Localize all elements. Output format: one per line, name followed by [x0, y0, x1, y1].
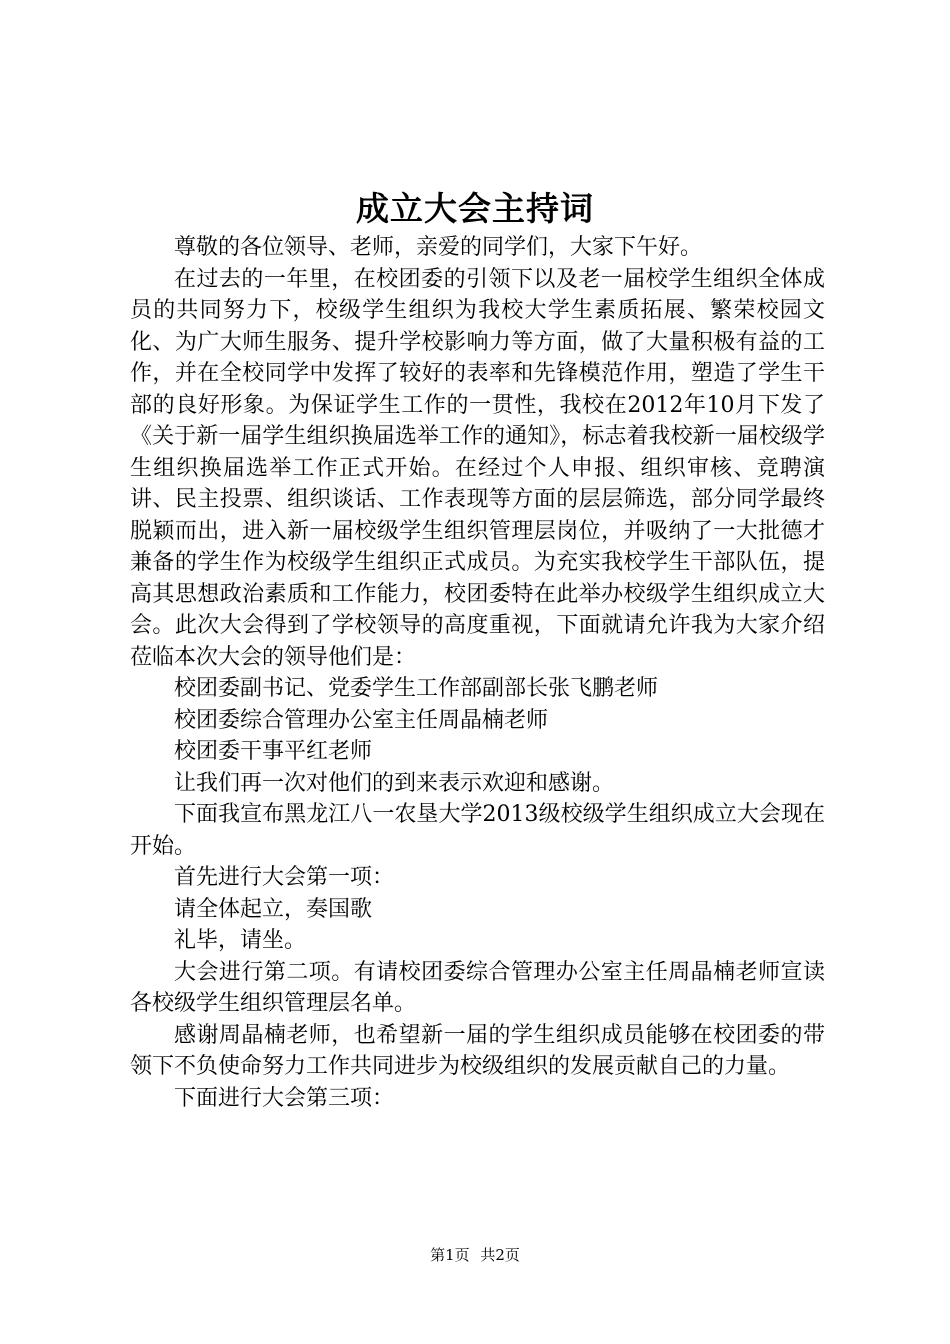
paragraph-item-2: 大会进行第二项。有请校团委综合管理办公室主任周晶楠老师宣读各校级学生组织管理层名单。	[130, 959, 825, 1016]
paragraph-item-3: 下面进行大会第三项：	[174, 1085, 395, 1111]
paragraph-anthem: 请全体起立，奏国歌	[174, 896, 373, 922]
paragraph-introduction: 在过去的一年里，在校团委的引领下以及老一届校学生组织全体成员的共同努力下，校级学生组织为我校大学生素质拓展、繁荣校园文化、为广大师生服务、提升学校影响力等方面，做了大量积极有益的工作，并在全校同学中发挥了较好的表率和先锋模范作用，塑造了学生干部的良好形象。为保证学生工作的一贯性，我校在2012年10月下发了《关于新一届学生组织换届选举工作的通知》，标志着我校新一届校级学生组织换届选举工作正式开始。在经过个人申报、组织审核、竞聘演讲、民主投票、组织谈话、工作表现等方面的层层筛选，部分同学最终脱颖而出，进入新一届校级学生组织管理层岗位，并吸纳了一大批德才兼备的学生作为校级学生组织正式成员。为充实我校学生干部队伍，提高其思想政治素质和工作能力，校团委特在此举办校级学生组织成立大会。此次大会得到了学校领导的高度重视，下面就请允许我为大家介绍莅临本次大会的领导他们是：	[130, 266, 825, 670]
paragraph-welcome: 让我们再一次对他们的到来表示欢迎和感谢。	[174, 770, 615, 796]
paragraph-leader-2: 校团委综合管理办公室主任周晶楠老师	[174, 707, 549, 733]
page-title: 成立大会主持词	[356, 189, 594, 228]
paragraph-sit: 礼毕，请坐。	[174, 928, 307, 953]
document-body	[130, 232, 825, 1114]
paragraph-thanks: 感谢周晶楠老师，也希望新一届的学生组织成员能够在校团委的带领下不负使命努力工作共同进步为校级组织的发展贡献自己的力量。	[130, 1022, 825, 1079]
page-total: 共2页	[480, 1246, 520, 1264]
paragraph-leader-3: 校团委干事平红老师	[174, 739, 373, 764]
paragraph-item-1: 首先进行大会第一项：	[174, 865, 395, 890]
paragraph-greeting: 尊敬的各位领导、老师，亲爱的同学们，大家下午好。	[174, 235, 703, 260]
page-footer	[0, 1245, 950, 1265]
paragraph-announce: 下面我宣布黑龙江八一农垦大学2013级校级学生组织成立大会现在开始。	[130, 802, 825, 859]
paragraph-leader-1: 校团委副书记、党委学生工作部副部长张飞鹏老师	[174, 676, 659, 701]
page-number: 第1页	[430, 1246, 470, 1264]
